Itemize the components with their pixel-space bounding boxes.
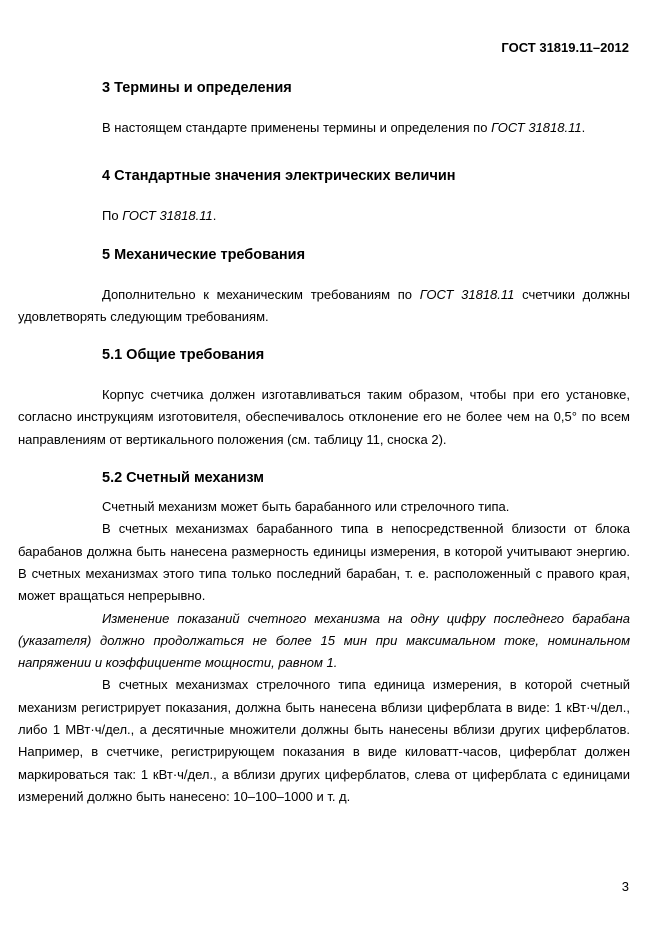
document-body	[18, 78, 630, 808]
section-5-2-paragraph-4: В счетных механизмах стрелочного типа единица измерения, в которой счетный механизм регистрирует показания, должна быть нанесена вблизи циферблата в виде: 1 кВт·ч/дел., либо 1 МВт·ч/дел., а десятичные множители должны быть нанесены вблизи других циферблатов. Например, в счетчике, регистрирующем показания в виде киловатт-часов, циферблат должен маркироваться так: 1 кВт·ч/дел., а вблизи других циферблатов, слева от циферблата с единицами измерений должно быть нанесено: 10–100–1000 и т. д.	[18, 677, 630, 804]
section-4-text-post: .	[212, 208, 217, 224]
section-5-2-paragraph-3: Изменение показаний счетного механизма на одну цифру последнего барабана (указателя) должно продолжаться не более 15 мин при максимальном токе, номинальном напряжении и коэффициенте мощности, равном 1.	[18, 610, 630, 671]
section-5-reference: ГОСТ 31818.11	[419, 286, 515, 302]
section-5-text-pre: Дополнительно к механическим требованиям по	[102, 286, 420, 302]
section-5-2-paragraph-2: В счетных механизмах барабанного типа в непосредственной близости от блока барабанов должна быть нанесена размерность единицы измерения, в которой учитывают энергию. В счетных механизмах этого типа только последний барабан, т. е. расположенный с правого края, может вращаться непрерывно.	[18, 521, 630, 604]
section-4-text-pre: По	[102, 208, 123, 224]
section-5-paragraph-1	[18, 284, 630, 329]
section-5-1-heading: 5.1 Общие требования	[102, 347, 265, 364]
section-3-text-pre: В настоящем стандарте применены термины и определения по	[102, 120, 492, 135]
section-5-2-heading: 5.2 Счетный механизм	[102, 470, 264, 487]
section-5-text-post: счетчики должны удовлетворять следующим требованиям.	[18, 286, 630, 324]
section-3-text-post: .	[581, 120, 586, 135]
section-3-reference: ГОСТ 31818.11	[491, 120, 582, 135]
section-5-1-wrap	[18, 384, 630, 451]
section-4-reference: ГОСТ 31818.11	[122, 208, 213, 224]
section-5-2-wrap	[18, 496, 630, 808]
section-5-1-paragraph-1: Корпус счетчика должен изготавливаться таким образом, чтобы при его установке, согласно инструкциям изготовителя, обеспечивалось отклонение его не более чем на 0,5° по всем направлениям от вертикального положения (см. таблицу 11, сноска 2).	[18, 387, 630, 447]
section-4-heading: 4 Стандартные значения электрических величин	[102, 168, 456, 185]
page-number: 3	[621, 879, 629, 894]
section-3-heading: 3 Термины и определения	[102, 80, 292, 96]
section-4-text	[102, 205, 630, 227]
document-header: ГОСТ 31819.11–2012	[501, 40, 629, 55]
section-5-2-paragraph-1: Счетный механизм может быть барабанного или стрелочного типа.	[102, 499, 510, 515]
section-3-text	[102, 117, 630, 139]
section-5-wrap	[18, 284, 630, 329]
section-5-heading: 5 Механические требования	[102, 246, 306, 263]
